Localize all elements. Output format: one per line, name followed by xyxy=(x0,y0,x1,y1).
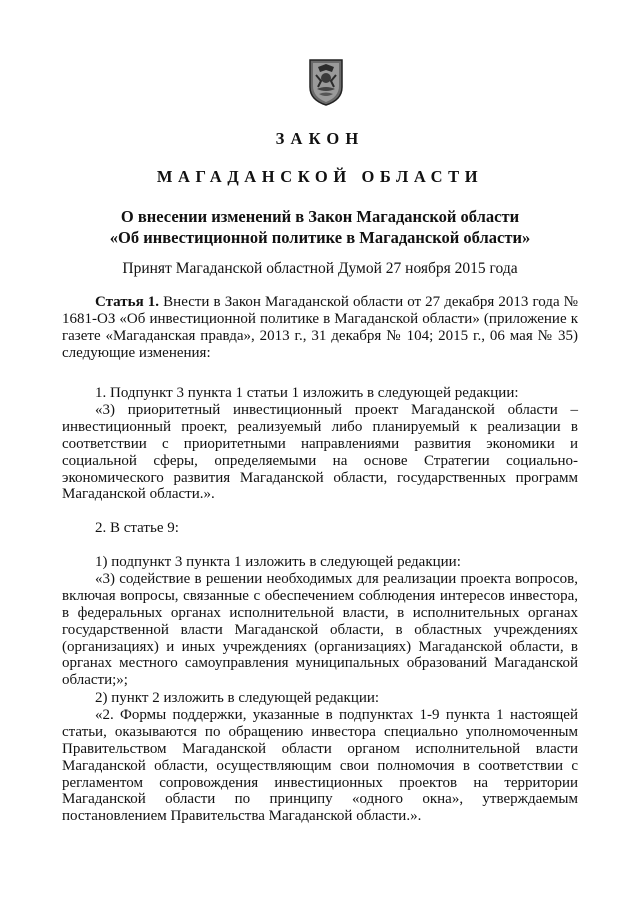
region-title: МАГАДАНСКОЙ ОБЛАСТИ xyxy=(156,167,484,186)
item-2-heading: 2. В статье 9: xyxy=(95,520,179,536)
article-1-intro xyxy=(62,294,578,362)
item-2-sub-2-heading: 2) пункт 2 изложить в следующей редакции: xyxy=(95,690,380,706)
law-subject-line-2: «Об инвестиционной политике в Магаданской области» xyxy=(109,228,531,247)
law-subject xyxy=(0,206,640,248)
item-1-text: «3) приоритетный инвестиционный проект Магаданской области – инвестиционный проект, реализуемый либо планируемый к реализации в соответствии с приоритетными направлениями развития экономики и социальной сферы, определяемыми на основе Стратегии социально-экономического развития Магаданской области, государственных программ Магаданской области.». xyxy=(62,401,578,503)
adoption-line: Принят Магаданской областной Думой 27 ноября 2015 года xyxy=(122,260,518,277)
article-1-intro-text: Внести в Закон Магаданской области от 27 декабря 2013 года № 1681-ОЗ «Об инвестиционной политике в Магаданской области» (приложение к газете «Магаданская правда», 2013 г., 31 декабря № 104; 2015 г., 06 мая № 35) следующие изменения: xyxy=(62,294,578,361)
article-label: Статья 1. xyxy=(95,294,160,310)
article-1-intro-block xyxy=(62,294,578,362)
item-1-block xyxy=(62,385,578,503)
coat-of-arms-icon xyxy=(306,57,346,107)
law-subject-line-1: О внесении изменений в Закон Магаданской области xyxy=(120,207,520,226)
item-2-sub-1-block xyxy=(62,554,578,689)
item-2-sub-1-text: «3) содействие в решении необходимых для реализации проекта вопросов, включая вопросы, связанные с обеспечением соблюдения интересов инвестора, в федеральных органах исполнительной власти, в исполнительных органах государственной власти Магаданской области, в областных учреждениях (организациях) и иных учреждениях (организациях) Магаданской области, в органах местного самоуправления муниципальных образований Магаданской области;»; xyxy=(62,570,578,689)
item-1-heading: 1. Подпункт 3 пункта 1 статьи 1 изложить в следующей редакции: xyxy=(95,385,519,401)
item-2-sub-2-text: «2. Формы поддержки, указанные в подпунктах 1-9 пункта 1 настоящей статьи, оказываются по обращению инвестора специально уполномоченным Правительством Магаданской области органом исполнительной власти Магаданской области, осуществляющим свои полномочия в соответствии с регламентом сопровождения инвестиционных проектов на территории Магаданской области по принципу «одного окна», утверждаемым постановлением Правительства Магаданской области.». xyxy=(62,706,578,825)
item-2-sub-2-block xyxy=(62,690,578,825)
item-2-sub-1-heading: 1) подпункт 3 пункта 1 изложить в следующей редакции: xyxy=(95,554,461,570)
law-title: ЗАКОН xyxy=(275,129,365,148)
item-2-block xyxy=(62,520,578,537)
